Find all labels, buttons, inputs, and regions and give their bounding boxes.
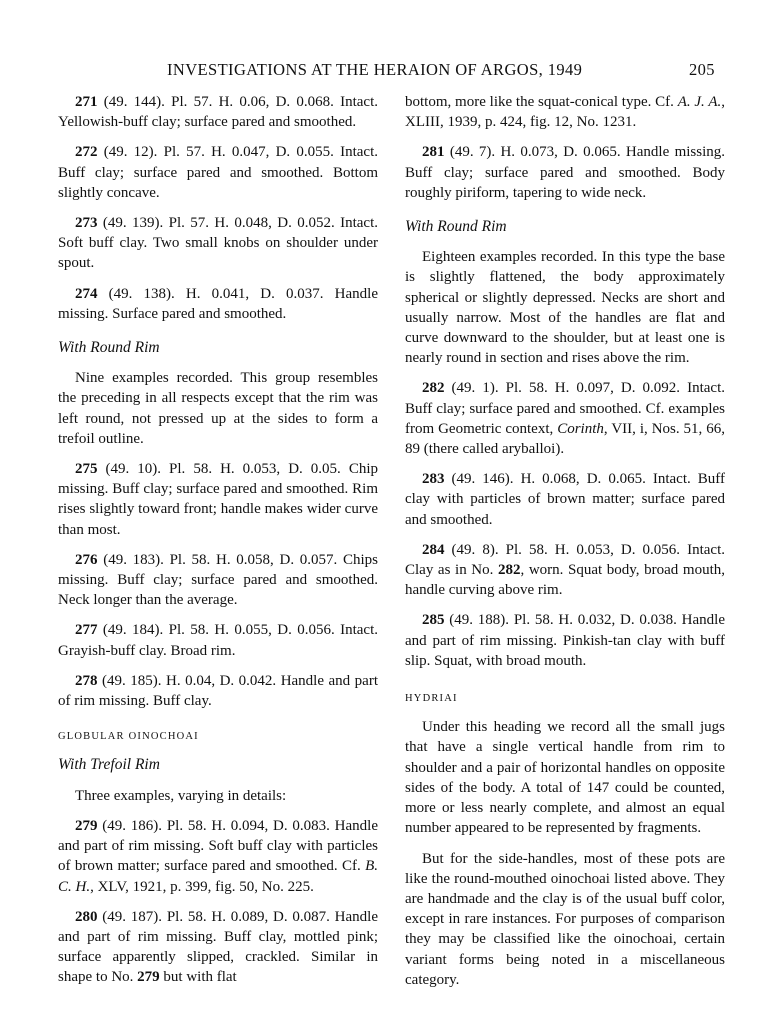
entry-text: (49. 12). Pl. 57. H. 0.047, D. 0.055. Intact. Buff clay; surface pared and smoothed. Bottom slightly concave. <box>58 144 378 201</box>
entry-number: 283 <box>422 471 445 488</box>
entry-text: (49. 186). Pl. 58. H. 0.094, D. 0.083. Handle and part of rim missing. Soft buff clay with particles of brown matter; surface pared and smoothed. Cf. <box>58 817 378 875</box>
entry-text: (49. 183). Pl. 58. H. 0.058, D. 0.057. Chips missing. Buff clay; surface pared and smoothed. Neck longer than the average. <box>58 551 378 609</box>
entry-text-tail: , XLIII, 1939, p. 424, fig. 12, No. 1231. <box>405 94 725 131</box>
entry-number: 271 <box>75 94 98 110</box>
entry-text: (49. 146). H. 0.068, D. 0.065. Intact. Buff clay with particles of brown matter; surface pared and smoothed. <box>405 471 725 528</box>
cross-reference-number: 282 <box>497 562 521 579</box>
entry-number: 278 <box>75 672 98 689</box>
catalog-entry-280 <box>58 907 378 988</box>
catalog-entry-271 <box>58 92 378 132</box>
catalog-entry-283 <box>405 469 725 530</box>
catalog-entry-277 <box>58 620 378 660</box>
intro-trefoil-rim: Three examples, varying in details: <box>75 787 287 804</box>
catalog-entry-282 <box>405 378 725 459</box>
running-title: INVESTIGATIONS AT THE HERAION OF ARGOS, 1949 <box>167 60 583 79</box>
journal-reference: B. C. H. <box>58 858 378 895</box>
page-number: 205 <box>689 60 715 79</box>
subheading-round-rim: With Round Rim <box>58 339 160 357</box>
entry-text-tail: but with flat <box>159 969 237 986</box>
catalog-entry-274 <box>58 284 378 324</box>
catalog-entry-272 <box>58 142 378 203</box>
entry-text: bottom, more like the squat-conical type. Cf. <box>405 94 678 110</box>
cross-reference-number: 279 <box>137 969 160 986</box>
entry-text: (49. 188). Pl. 58. H. 0.032, D. 0.038. Handle and part of rim missing. Pinkish-tan clay with buff slip. Squat, with broad mouth. <box>405 612 725 669</box>
page-header <box>0 60 777 84</box>
entry-number: 276 <box>75 551 98 568</box>
entry-number: 279 <box>75 817 98 834</box>
intro-round-rim: Eighteen examples recorded. In this type the base is slightly flattened, the body approximately spherical or slightly depressed. Necks are short and usually narrow. Most of the handles are flat and curve downward to the shoulder, but at least one is nearly round in section and rises above the rim. <box>405 249 725 367</box>
catalog-entry-284 <box>405 540 725 601</box>
section-heading-globular-oinochoai: GLOBULAR OINOCHOAI <box>58 731 199 743</box>
hydriai-paragraph-1: Under this heading we record all the small jugs that have a single vertical handle from rim to shoulder and a pair of horizontal handles on opposite sides of the body. A total of 147 could be counted, more or less nearly complete, and almost an equal number appeared to be represented by fragments. <box>405 719 725 837</box>
entry-number: 275 <box>75 461 98 478</box>
entry-text: (49. 144). Pl. 57. H. 0.06, D. 0.068. Intact. Yellowish-buff clay; surface pared and smoothed. <box>58 94 378 131</box>
entry-text: (49. 8). Pl. 58. H. 0.053, D. 0.056. Intact. Clay as in No. <box>405 541 725 579</box>
catalog-entry-281 <box>405 142 725 203</box>
entry-text: (49. 138). H. 0.041, D. 0.037. Handle missing. Surface pared and smoothed. <box>58 285 378 322</box>
left-column <box>58 92 378 998</box>
intro-round-rim: Nine examples recorded. This group resembles the preceding in all respects except that the rim was left round, not pressed up at the sides to form a trefoil outline. <box>58 370 378 447</box>
entry-text: (49. 1). Pl. 58. H. 0.097, D. 0.092. Intact. Buff clay; surface pared and smoothed. Cf. examples from Geometric context, <box>405 380 725 437</box>
subheading-trefoil-rim: With Trefoil Rim <box>58 756 160 774</box>
entry-text: (49. 139). Pl. 57. H. 0.048, D. 0.052. Intact. Soft buff clay. Two small knobs on shoulder under spout. <box>58 215 378 272</box>
entry-text-tail: , XLV, 1921, p. 399, fig. 50, No. 225. <box>90 878 314 895</box>
entry-text-tail: , VII, i, Nos. 51, 66, 89 (there called aryballoi). <box>405 420 725 458</box>
entry-text: (49. 185). H. 0.04, D. 0.042. Handle and part of rim missing. Buff clay. <box>58 672 378 710</box>
entry-number: 274 <box>75 285 98 302</box>
entry-number: 280 <box>75 908 98 925</box>
entry-number: 282 <box>422 380 445 397</box>
entry-text: (49. 7). H. 0.073, D. 0.065. Handle missing. Buff clay; surface pared and smoothed. Body roughly piriform, tapering to wide neck. <box>405 144 725 201</box>
subheading-round-rim: With Round Rim <box>405 218 507 236</box>
catalog-entry-280-continued <box>405 92 725 132</box>
entry-number: 285 <box>422 612 445 629</box>
catalog-entry-273 <box>58 213 378 274</box>
publication-reference: Corinth <box>557 420 604 437</box>
catalog-entry-276 <box>58 550 378 611</box>
entry-number: 272 <box>75 144 98 161</box>
catalog-entry-278 <box>58 671 378 711</box>
entry-text-tail: , worn. Squat body, broad mouth, handle curving above rim. <box>405 562 725 599</box>
catalog-entry-285 <box>405 610 725 671</box>
section-heading-hydriai: HYDRIAI <box>405 693 458 705</box>
entry-number: 277 <box>75 622 98 639</box>
catalog-entry-279 <box>58 816 378 897</box>
right-column <box>405 92 725 1000</box>
catalog-entry-275 <box>58 459 378 540</box>
entry-number: 273 <box>75 215 98 232</box>
entry-number: 281 <box>422 144 445 161</box>
entry-text: (49. 10). Pl. 58. H. 0.053, D. 0.05. Chip missing. Buff clay; surface pared and smoothed. Rim rises slightly toward front; handle makes wider curve than most. <box>58 461 378 538</box>
entry-text: (49. 184). Pl. 58. H. 0.055, D. 0.056. Intact. Grayish-buff clay. Broad rim. <box>58 622 378 659</box>
journal-reference: A. J. A. <box>677 94 722 110</box>
entry-number: 284 <box>422 541 445 558</box>
hydriai-paragraph-2: But for the side-handles, most of these pots are like the round-mouthed oinochoai listed above. They are handmade and the clay is of the usual buff color, except in rare instances. For purposes of comparison they may be classified like the oinochoai, certain variant forms being noted in a miscellaneous category. <box>405 850 725 988</box>
entry-text: (49. 187). Pl. 58. H. 0.089, D. 0.087. Handle and part of rim missing. Buff clay, mottled pink; surface apparently slipped, crackled. Similar in shape to No. <box>58 908 378 986</box>
